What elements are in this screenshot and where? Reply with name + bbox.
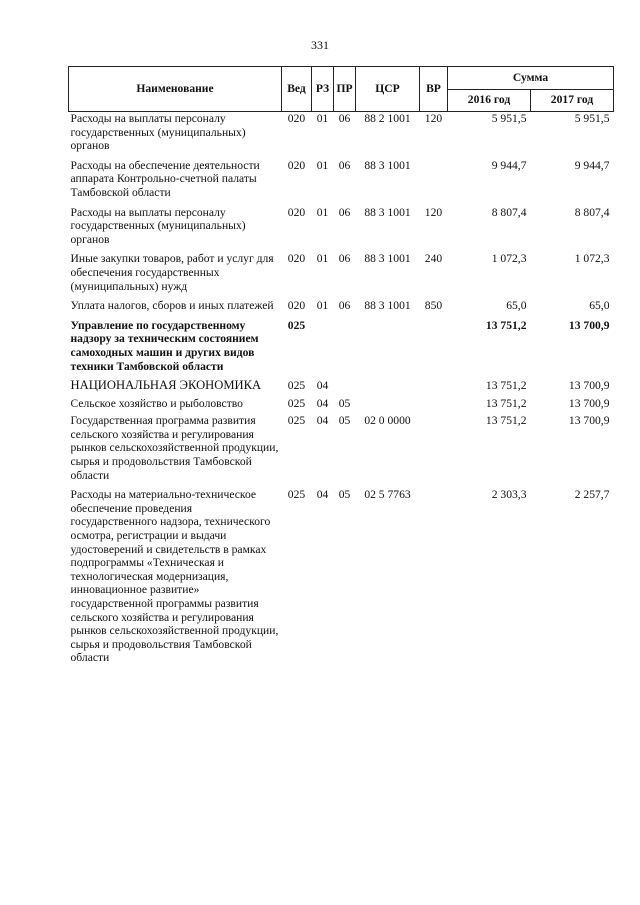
row-rz: 01: [316, 158, 329, 172]
row-vr: 120: [424, 112, 443, 125]
row-sum-2016: 13 751,2: [485, 379, 527, 393]
table-row: [69, 246, 614, 293]
row-sum-2016: 5 951,5: [491, 112, 527, 125]
table-row: [69, 200, 614, 247]
row-pr: 06: [338, 252, 351, 266]
row-pr: 06: [338, 205, 351, 219]
row-sum-2016: 65,0: [506, 299, 527, 313]
row-sum-2016: 13 751,2: [485, 396, 527, 410]
table-row: [69, 410, 614, 482]
row-pr: [334, 373, 356, 393]
row-vr: 240: [424, 252, 443, 266]
row-csr: 02 5 7763: [364, 488, 411, 502]
row-sum-2016: 9 944,7: [491, 158, 527, 172]
row-ved: 025: [287, 318, 306, 332]
row-pr: 05: [338, 396, 351, 410]
row-vr: [420, 410, 448, 482]
header-pr: ПР: [334, 67, 356, 112]
row-sum-2017: 9 944,7: [574, 158, 610, 172]
header-csr: ЦСР: [356, 67, 420, 112]
row-sum-2017: 2 257,7: [574, 488, 610, 502]
row-name: Государственная программа развития сельского хозяйства и регулирования рынков сельскохозяйственной продукции, сырья и продовольствия Тамбовской области: [70, 414, 279, 482]
row-ved: 020: [287, 205, 306, 219]
table-row: [69, 373, 614, 393]
row-rz: 04: [316, 488, 329, 502]
header-name: Наименование: [69, 67, 282, 112]
row-pr: 05: [338, 414, 351, 428]
header-year-2016: 2016 год: [448, 89, 531, 112]
row-name: Расходы на выплаты персоналу государственных (муниципальных) органов: [70, 112, 246, 153]
row-pr: 05: [338, 488, 351, 502]
row-sum-2017: 13 700,9: [568, 318, 610, 332]
row-csr: [356, 313, 420, 373]
row-sum-2017: 13 700,9: [568, 414, 610, 428]
table-header: [69, 67, 614, 112]
row-sum-2017: 8 807,4: [574, 205, 610, 219]
row-vr: 120: [424, 205, 443, 219]
row-sum-2016: 13 751,2: [485, 414, 527, 428]
row-ved: 025: [287, 488, 306, 502]
row-name: Расходы на материально-техническое обеспечение проведения государственного надзора, технического осмотра, регистрации и выдачи удостоверений и свидетельств в рамках подпрограммы «Техническая и технологическая модернизация, инновационное развитие» государственной программы развития сельского хозяйства и регулирования рынков сельскохозяйственной продукции, сырья и продовольствия Тамбовской области: [70, 488, 279, 665]
row-name: НАЦИОНАЛЬНАЯ ЭКОНОМИКА: [70, 378, 262, 393]
row-csr: 88 3 1001: [364, 205, 411, 219]
row-ved: 025: [287, 379, 306, 393]
page-number: 331: [311, 38, 329, 52]
row-vr: [420, 393, 448, 411]
header-rz: РЗ: [312, 67, 334, 112]
row-ved: 020: [287, 252, 306, 266]
row-rz: 01: [316, 299, 329, 313]
row-csr: 88 2 1001: [364, 112, 411, 125]
row-ved: 025: [287, 396, 306, 410]
row-rz: [312, 313, 334, 373]
row-rz: 01: [316, 252, 329, 266]
row-sum-2017: 1 072,3: [574, 252, 610, 266]
row-pr: [334, 313, 356, 373]
row-csr: 88 3 1001: [364, 252, 411, 266]
row-pr: 06: [338, 299, 351, 313]
table-row: [69, 153, 614, 200]
row-sum-2016: 1 072,3: [491, 252, 527, 266]
row-pr: 06: [338, 158, 351, 172]
row-rz: 01: [316, 205, 329, 219]
row-pr: 06: [338, 112, 351, 125]
row-vr: 850: [424, 299, 443, 313]
row-ved: 020: [287, 112, 306, 125]
row-rz: 04: [316, 414, 329, 428]
row-name: Расходы на обеспечение деятельности аппарата Контрольно-счетной палаты Тамбовской области: [70, 158, 260, 199]
row-ved: 025: [287, 414, 306, 428]
header-sum: Сумма: [448, 67, 614, 90]
row-ved: 020: [287, 158, 306, 172]
header-ved: Вед: [282, 67, 312, 112]
budget-table: [68, 66, 614, 665]
row-name: Уплата налогов, сборов и иных платежей: [70, 299, 274, 313]
table-row: [69, 293, 614, 313]
row-name: Сельское хозяйство и рыболовство: [70, 396, 243, 410]
row-rz: 04: [316, 396, 329, 410]
table-body: [69, 112, 614, 665]
row-csr: 88 3 1001: [364, 158, 411, 172]
row-sum-2016: 8 807,4: [491, 205, 527, 219]
table-row: [69, 313, 614, 373]
row-sum-2017: 65,0: [589, 299, 610, 313]
row-vr: [420, 482, 448, 665]
row-csr: 88 3 1001: [364, 299, 411, 313]
row-csr: [356, 373, 420, 393]
row-rz: 01: [316, 112, 329, 125]
row-ved: 020: [287, 299, 306, 313]
table-row: [69, 393, 614, 411]
row-csr: 02 0 0000: [364, 414, 411, 428]
row-sum-2017: 13 700,9: [568, 379, 610, 393]
row-name: Иные закупки товаров, работ и услуг для обеспечения государственных (муниципальных) нужд: [70, 252, 274, 293]
row-sum-2016: 13 751,2: [485, 318, 527, 332]
row-sum-2017: 13 700,9: [568, 396, 610, 410]
table-row: [69, 112, 614, 153]
header-vr: ВР: [420, 67, 448, 112]
table-row: [69, 482, 614, 665]
header-year-2017: 2017 год: [531, 89, 614, 112]
row-sum-2017: 5 951,5: [574, 112, 610, 125]
row-name: Управление по государственному надзору за техническим состоянием самоходных машин и других видов техники Тамбовской области: [70, 318, 259, 373]
row-vr: [420, 153, 448, 200]
row-vr: [420, 373, 448, 393]
row-vr: [420, 313, 448, 373]
row-sum-2016: 2 303,3: [491, 488, 527, 502]
row-csr: [356, 393, 420, 411]
row-rz: 04: [316, 379, 329, 393]
row-name: Расходы на выплаты персоналу государственных (муниципальных) органов: [70, 205, 246, 246]
